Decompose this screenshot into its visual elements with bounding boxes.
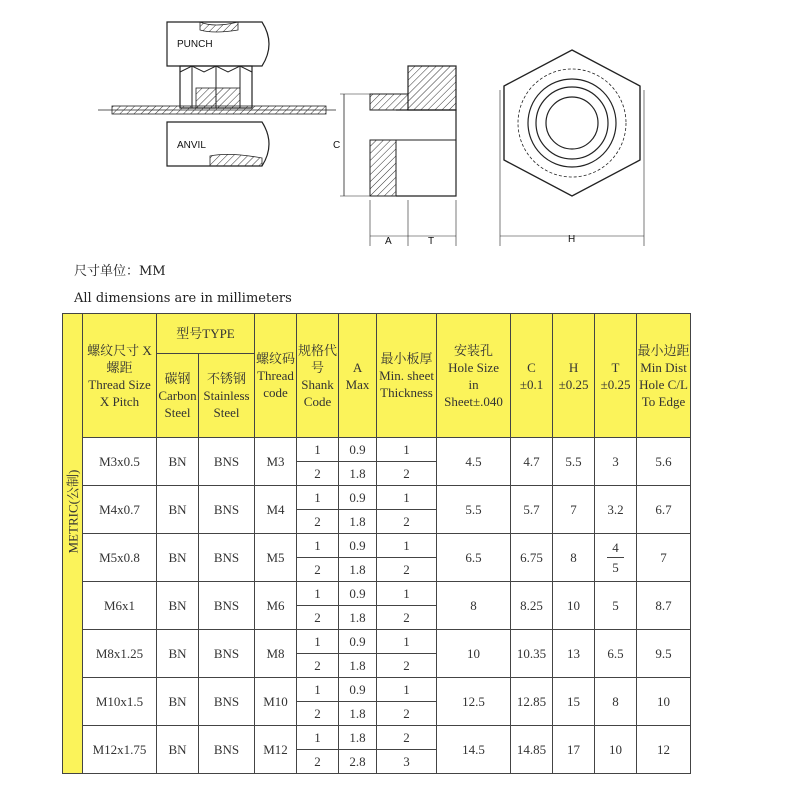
t-cell: 10: [595, 726, 637, 774]
hole-size-cell: 5.5: [437, 486, 511, 534]
header-line: Hole C/L: [639, 376, 688, 392]
c-cell: 10.35: [511, 630, 553, 678]
h-cell: 7: [553, 486, 595, 534]
header-line: C: [527, 359, 536, 375]
c-cell: 4.7: [511, 438, 553, 486]
min-dist-cell: 10: [637, 678, 691, 726]
thread-size-cell: M12x1.75: [83, 726, 157, 774]
stainless-steel-cell: BNS: [199, 630, 255, 678]
h-cell: 15: [553, 678, 595, 726]
min-sheet-cell: 2: [377, 654, 437, 678]
header-line: Thread: [257, 368, 294, 383]
carbon-steel-cell: BN: [157, 726, 199, 774]
header-row: [63, 314, 691, 354]
header-line: Min. sheet: [379, 368, 434, 383]
cross-section-view: [333, 66, 456, 247]
header-line: Min Dist: [640, 359, 687, 375]
header-line: ±0.25: [600, 376, 631, 392]
header-line: 碳钢: [164, 371, 191, 386]
header-line: code: [263, 385, 288, 400]
a-max-cell: 1.8: [339, 606, 377, 630]
hole-size-cell: 6.5: [437, 534, 511, 582]
table-row: [63, 486, 691, 510]
t-cell: 3.2: [595, 486, 637, 534]
hole-size-cell: 12.5: [437, 678, 511, 726]
shank-code-cell: 2: [297, 510, 339, 534]
table-row: [63, 630, 691, 654]
t-value-bottom: 5: [612, 560, 619, 575]
header-line: 螺纹码: [256, 351, 296, 366]
header-line: in: [468, 376, 479, 392]
t-cell: 6.5: [595, 630, 637, 678]
h-cell: 5.5: [553, 438, 595, 486]
a-max-cell: 0.9: [339, 678, 377, 702]
h-cell: 8: [553, 534, 595, 582]
shank-code-cell: 2: [297, 750, 339, 774]
shank-code-cell: 1: [297, 486, 339, 510]
thread-code-cell: M10: [255, 678, 297, 726]
dim-c-label: C: [333, 140, 341, 151]
anvil-label: ANVIL: [177, 140, 206, 151]
dim-t-label: T: [428, 236, 435, 247]
min-sheet-cell: 1: [377, 678, 437, 702]
carbon-steel-cell: BN: [157, 678, 199, 726]
shank-code-cell: 1: [297, 438, 339, 462]
side-label-cell: [63, 314, 83, 774]
header-line: Sheet±.040: [444, 393, 503, 409]
h-cell: 10: [553, 582, 595, 630]
top-view: [500, 50, 644, 246]
hole-size-cell: 10: [437, 630, 511, 678]
header-line: Thread Size: [88, 376, 151, 392]
t-value-top: 4: [607, 538, 624, 558]
a-max-cell: 2.8: [339, 750, 377, 774]
header-line: 不锈钢: [207, 371, 247, 386]
min-sheet-cell: 2: [377, 606, 437, 630]
units-note: [74, 258, 292, 312]
header-h: [553, 314, 595, 438]
min-sheet-cell: 1: [377, 630, 437, 654]
metric-side-label: METRIC(公制): [65, 469, 81, 554]
header-a-max: [339, 314, 377, 438]
header-line: H: [568, 359, 579, 375]
min-sheet-cell: 2: [377, 558, 437, 582]
table-row: [63, 582, 691, 606]
shank-code-cell: 2: [297, 558, 339, 582]
t-cell: 5: [595, 582, 637, 630]
thread-size-cell: M6x1: [83, 582, 157, 630]
thread-code-cell: M3: [255, 438, 297, 486]
thread-size-cell: M8x1.25: [83, 630, 157, 678]
hole-size-cell: 4.5: [437, 438, 511, 486]
c-cell: 8.25: [511, 582, 553, 630]
stainless-steel-cell: BNS: [199, 582, 255, 630]
a-max-cell: 1.8: [339, 510, 377, 534]
min-dist-cell: 8.7: [637, 582, 691, 630]
a-max-cell: 0.9: [339, 582, 377, 606]
min-sheet-cell: 2: [377, 726, 437, 750]
shank-code-cell: 2: [297, 702, 339, 726]
header-line: X Pitch: [99, 393, 140, 409]
header-shank-code: [297, 314, 339, 438]
stainless-steel-cell: BNS: [199, 726, 255, 774]
specification-table: [62, 313, 691, 774]
header-line: 螺距: [106, 359, 133, 375]
thread-code-cell: M12: [255, 726, 297, 774]
table-row: [63, 534, 691, 558]
thread-code-cell: M8: [255, 630, 297, 678]
header-line: Stainless: [203, 388, 250, 403]
shank-code-cell: 1: [297, 534, 339, 558]
header-line: ±0.1: [519, 376, 544, 392]
header-line: Carbon: [158, 388, 197, 403]
c-cell: 5.7: [511, 486, 553, 534]
t-cell: 8: [595, 678, 637, 726]
header-line: 规格代: [298, 342, 338, 358]
t-cell: 3: [595, 438, 637, 486]
min-sheet-cell: 1: [377, 582, 437, 606]
units-note-en: All dimensions are in millimeters: [74, 291, 292, 306]
min-sheet-cell: 2: [377, 510, 437, 534]
thread-code-cell: M5: [255, 534, 297, 582]
header-line: Steel: [164, 405, 191, 420]
a-max-cell: 1.8: [339, 702, 377, 726]
installation-diagram: [98, 22, 336, 166]
a-max-cell: 0.9: [339, 534, 377, 558]
stainless-steel-cell: BNS: [199, 534, 255, 582]
header-line: Shank: [301, 376, 334, 392]
header-line: 安装孔: [454, 342, 494, 358]
c-cell: 6.75: [511, 534, 553, 582]
header-min-dist: [637, 314, 691, 438]
shank-code-cell: 2: [297, 606, 339, 630]
header-thread-code: [255, 314, 297, 438]
stainless-steel-cell: BNS: [199, 486, 255, 534]
carbon-steel-cell: BN: [157, 534, 199, 582]
min-sheet-cell: 1: [377, 534, 437, 558]
header-line: 最小边距: [637, 342, 690, 358]
a-max-cell: 0.9: [339, 486, 377, 510]
table-row: [63, 678, 691, 702]
header-line: ±0.25: [558, 376, 589, 392]
header-line: Hole Size: [448, 359, 499, 375]
technical-drawings: [0, 0, 800, 255]
header-line: Thickness: [380, 385, 433, 400]
min-dist-cell: 9.5: [637, 630, 691, 678]
header-line: 螺纹尺寸 X: [87, 342, 152, 358]
c-cell: 14.85: [511, 726, 553, 774]
c-cell: 12.85: [511, 678, 553, 726]
header-hole-size: [437, 314, 511, 438]
thread-size-cell: M10x1.5: [83, 678, 157, 726]
header-line: To Edge: [641, 393, 686, 409]
units-note-cn: 尺寸单位：MM: [74, 264, 166, 279]
hole-size-cell: 14.5: [437, 726, 511, 774]
shank-code-cell: 1: [297, 630, 339, 654]
shank-code-cell: 1: [297, 582, 339, 606]
a-max-cell: 1.8: [339, 462, 377, 486]
shank-code-cell: 2: [297, 654, 339, 678]
header-line: T: [611, 359, 620, 375]
header-line: Steel: [213, 405, 240, 420]
min-sheet-cell: 2: [377, 702, 437, 726]
header-c: [511, 314, 553, 438]
header-stainless-steel: [199, 354, 255, 438]
table-row: [63, 438, 691, 462]
min-sheet-cell: 1: [377, 438, 437, 462]
carbon-steel-cell: BN: [157, 486, 199, 534]
thread-code-cell: M6: [255, 582, 297, 630]
min-dist-cell: 5.6: [637, 438, 691, 486]
carbon-steel-cell: BN: [157, 582, 199, 630]
a-max-cell: 1.8: [339, 558, 377, 582]
min-dist-cell: 7: [637, 534, 691, 582]
min-dist-cell: 12: [637, 726, 691, 774]
stainless-steel-cell: BNS: [199, 438, 255, 486]
dim-a-label: A: [385, 236, 392, 247]
shank-code-cell: 2: [297, 462, 339, 486]
a-max-cell: 0.9: [339, 438, 377, 462]
t-cell: [595, 534, 637, 582]
shank-code-cell: 1: [297, 726, 339, 750]
header-carbon-steel: [157, 354, 199, 438]
dim-h-label: H: [568, 234, 576, 245]
a-max-cell: 1.8: [339, 654, 377, 678]
header-line: Max: [345, 376, 370, 392]
header-min-sheet: [377, 314, 437, 438]
min-sheet-cell: 3: [377, 750, 437, 774]
min-sheet-cell: 1: [377, 486, 437, 510]
thread-size-cell: M4x0.7: [83, 486, 157, 534]
h-cell: 17: [553, 726, 595, 774]
min-dist-cell: 6.7: [637, 486, 691, 534]
thread-size-cell: M3x0.5: [83, 438, 157, 486]
header-line: Code: [303, 393, 332, 409]
a-max-cell: 1.8: [339, 726, 377, 750]
thread-size-cell: M5x0.8: [83, 534, 157, 582]
stainless-steel-cell: BNS: [199, 678, 255, 726]
hole-size-cell: 8: [437, 582, 511, 630]
header-line: 号: [311, 359, 325, 375]
header-line: A: [352, 359, 363, 375]
header-type-group: 型号TYPE: [157, 314, 255, 354]
a-max-cell: 0.9: [339, 630, 377, 654]
header-line: 最小板厚: [380, 351, 433, 366]
header-t: [595, 314, 637, 438]
header-thread-size: [83, 314, 157, 438]
min-sheet-cell: 2: [377, 462, 437, 486]
thread-code-cell: M4: [255, 486, 297, 534]
carbon-steel-cell: BN: [157, 630, 199, 678]
h-cell: 13: [553, 630, 595, 678]
table-body: [63, 314, 691, 774]
table-row: [63, 726, 691, 750]
punch-label: PUNCH: [177, 39, 213, 50]
shank-code-cell: 1: [297, 678, 339, 702]
carbon-steel-cell: BN: [157, 438, 199, 486]
